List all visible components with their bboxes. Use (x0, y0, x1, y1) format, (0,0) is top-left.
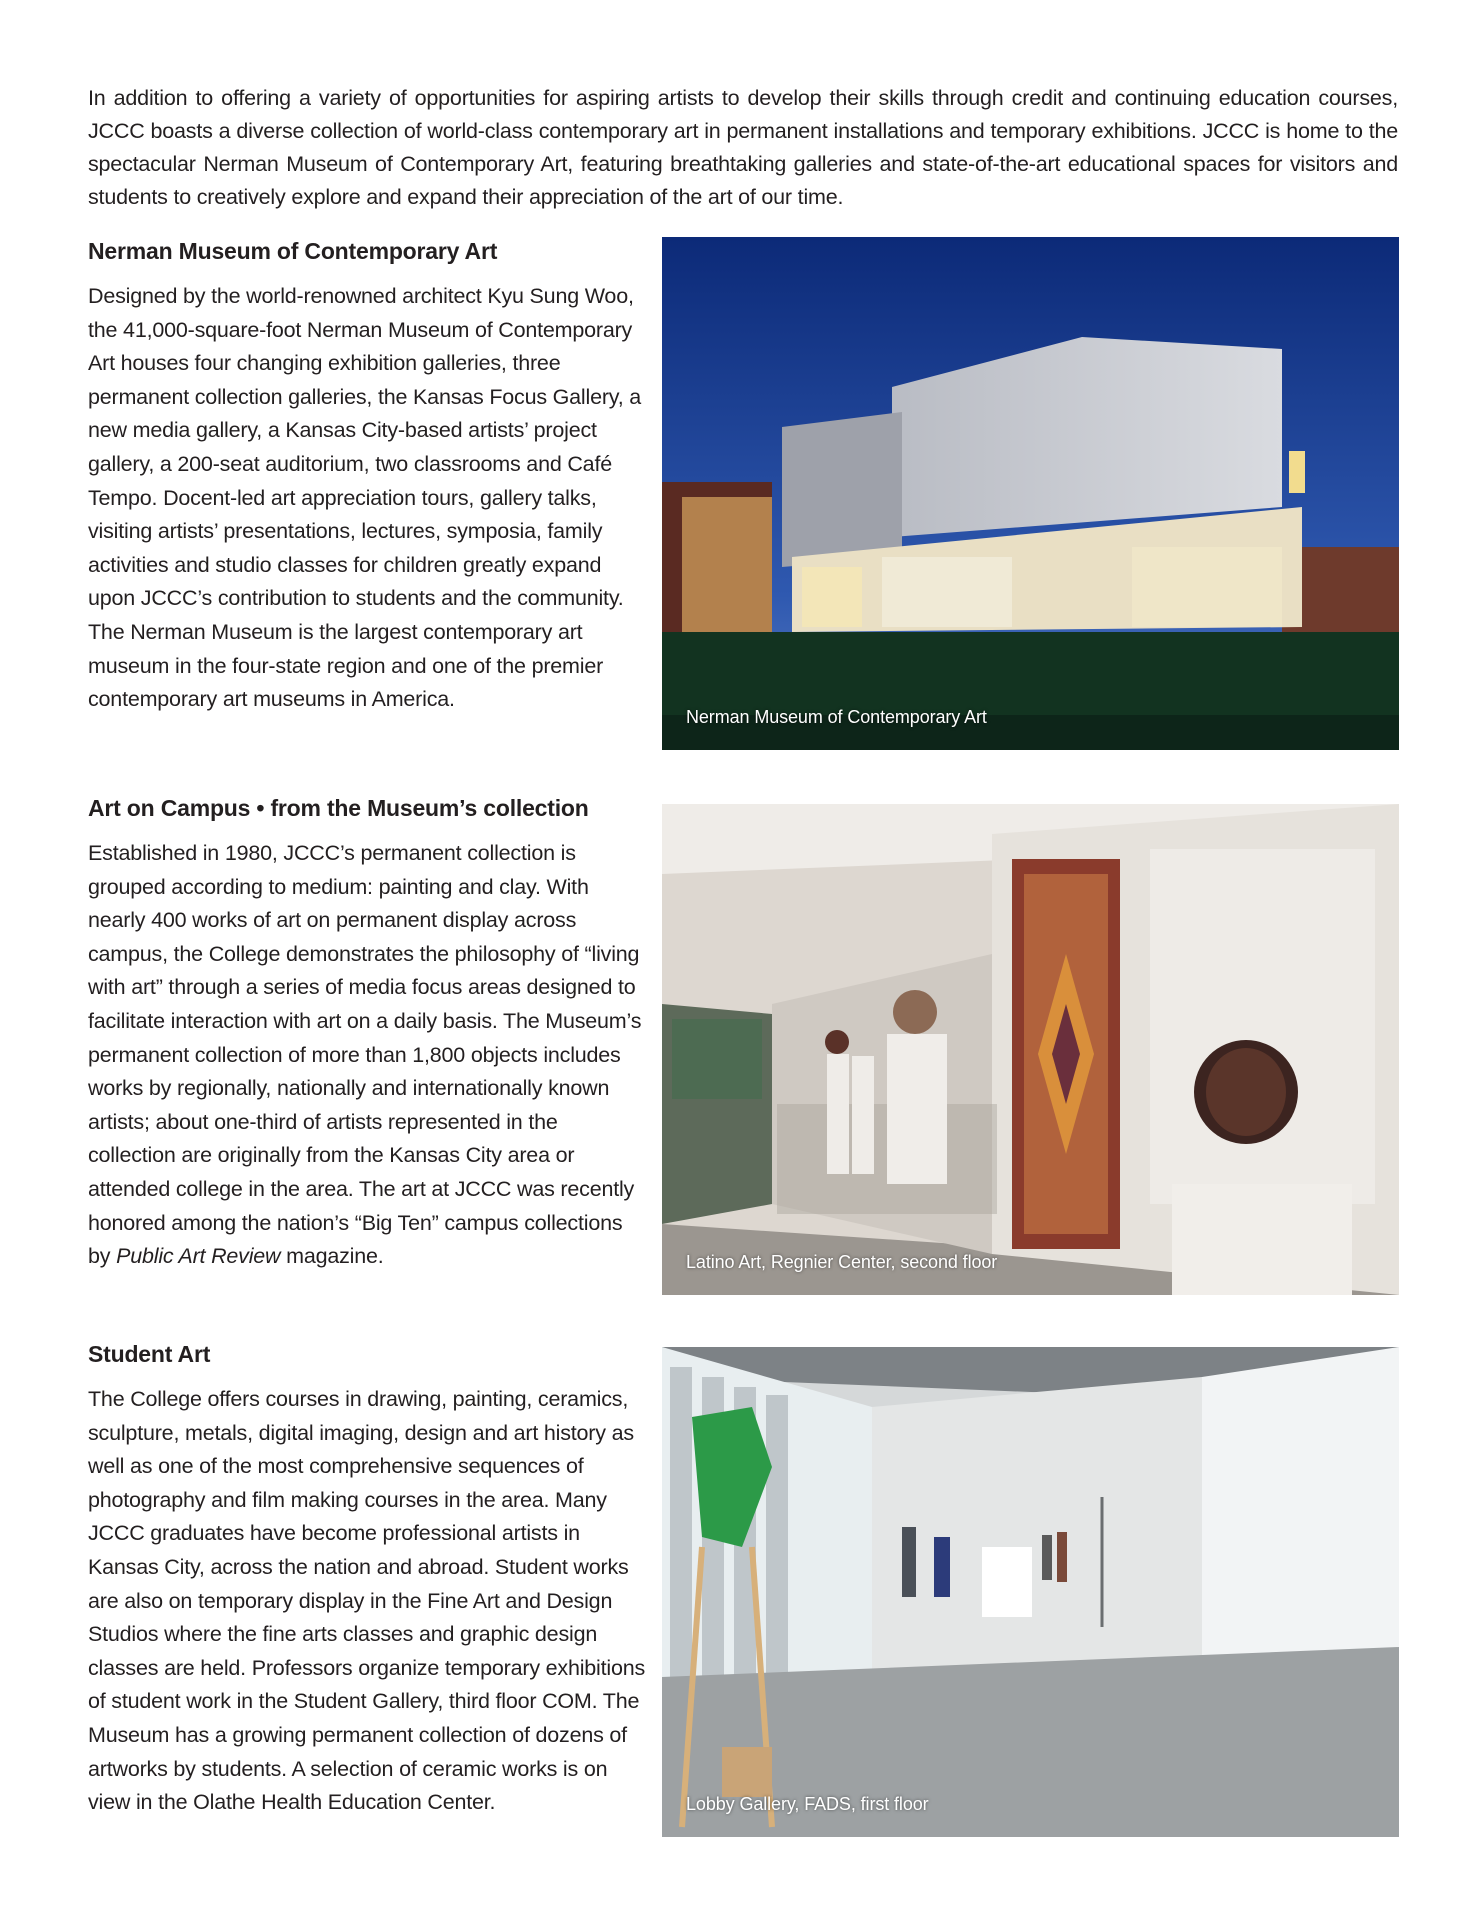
section-student-art (88, 1339, 648, 1820)
section-body: The College offers courses in drawing, painting, ceramics, sculpture, metals, digital imaging, design and art history as well as one of the most comprehensive sequences of photography and film making courses in the area. Many JCCC graduates have become professional artists in Kansas City, across the nation and abroad. Student works are also on temporary display in the Fine Art and Design Studios where the fine arts classes and graphic design classes are held. Professors organize temporary exhibitions of student work in the Student Gallery, third floor COM. The Museum has a growing permanent collection of dozens of artworks by students. A selection of ceramic works is on view in the Olathe Health Education Center. (88, 1387, 646, 1815)
magazine-title: Public Art Review (116, 1244, 281, 1269)
section-art-on-campus (88, 793, 648, 1274)
photo-caption: Lobby Gallery, FADS, first floor (686, 1794, 929, 1814)
section-nerman-museum (88, 236, 648, 717)
section-body: Established in 1980, JCCC’s permanent collection is grouped according to medium: painting and clay. With nearly 400 works of art on permanent display across campus, the College demonstrates the philosophy of “living with art” through a series of media focus areas designed to facilitate interaction with art on a daily basis. The Museum’s permanent collection of more than 1,800 objects includes works by regionally, nationally and internationally known artists; about one-third of artists represented in the collection are originally from the Kansas City area or attended college in the area. The art at JCCC was recently honored among the nation’s “Big Ten” campus collections by Public Art Review magazine. (88, 841, 642, 1269)
photo-lobby-gallery (662, 1347, 1399, 1837)
photo-nerman-museum (662, 237, 1399, 750)
photo-caption: Latino Art, Regnier Center, second floor (686, 1252, 998, 1272)
photo-latino-art (662, 804, 1399, 1295)
section-heading: Art on Campus • from the Museum’s collection (88, 795, 589, 821)
intro-paragraph: In addition to offering a variety of opportunities for aspiring artists to develop their skills through credit and continuing education courses, JCCC boasts a diverse collection of world-class contemporary art in permanent installations and temporary exhibitions. JCCC is home to the spectacular Nerman Museum of Contemporary Art, featuring breathtaking galleries and state-of-the-art educational spaces for visitors and students to creatively explore and expand their appreciation of the art of our time. (88, 86, 1398, 209)
section-body: Designed by the world-renowned architect Kyu Sung Woo, the 41,000-square-foot Nerman Museum of Contemporary Art houses four changing exhibition galleries, three permanent collection galleries, the Kansas Focus Gallery, a new media gallery, a Kansas City-based artists’ project gallery, a 200-seat auditorium, two classrooms and Café Tempo. Docent-led art appreciation tours, gallery talks, visiting artists’ presentations, lectures, symposia, family activities and studio classes for children greatly expand upon JCCC’s contribution to students and the community. The Nerman Museum is the largest contemporary art museum in the four-state region and one of the premier contemporary art museums in America. (88, 284, 642, 712)
photo-caption: Nerman Museum of Contemporary Art (686, 707, 987, 727)
section-heading: Nerman Museum of Contemporary Art (88, 238, 498, 264)
section-heading: Student Art (88, 1341, 211, 1367)
